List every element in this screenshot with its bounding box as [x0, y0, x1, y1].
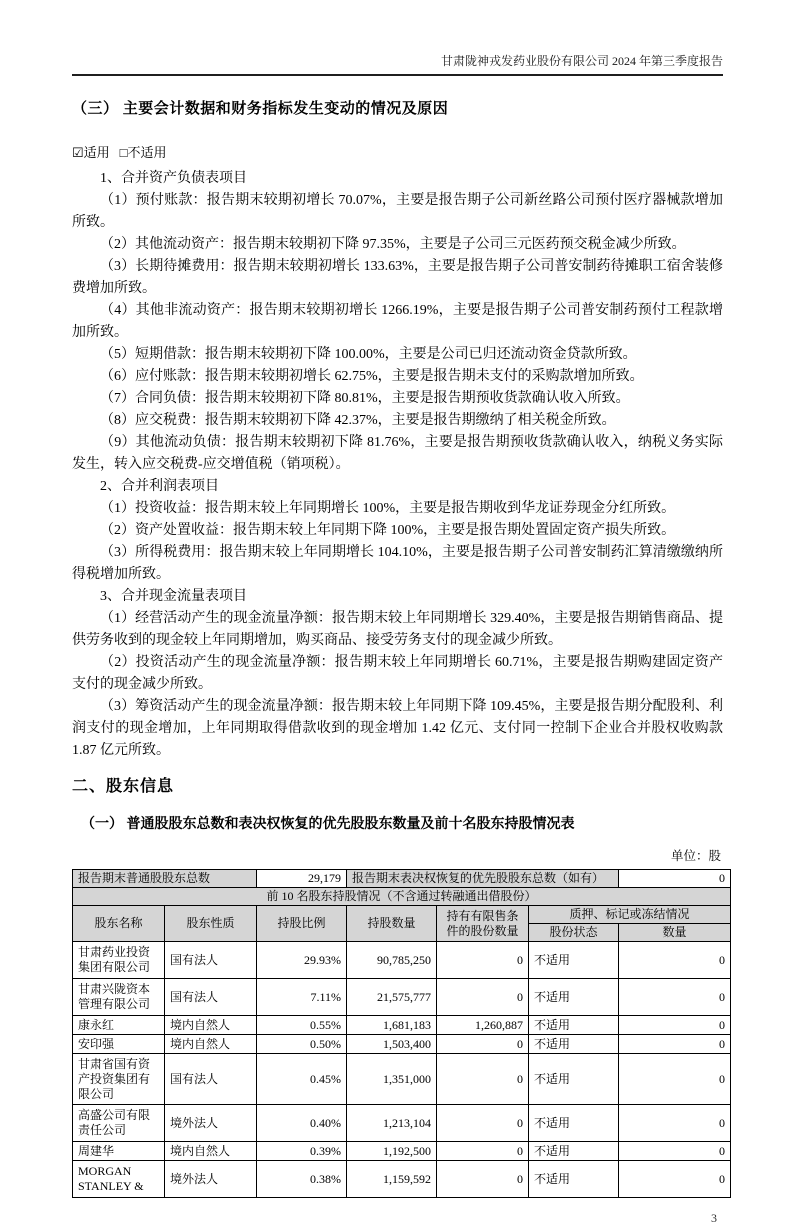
table-row [73, 1054, 731, 1105]
shareholder-name-cell: 甘肃省国有资产投资集团有限公司 [73, 1054, 165, 1105]
subsection-top10-title: （一） 普通股股东总数和表决权恢复的优先股股东数量及前十名股东持股情况表 [81, 817, 575, 832]
col-header-restricted: 持有有限售条件的股份数量 [437, 906, 529, 942]
shareholder-restricted-cell: 0 [437, 1035, 529, 1054]
preferred-shareholder-total-value: 0 [619, 870, 731, 888]
shareholder-nature-cell: 境内自然人 [165, 1142, 257, 1161]
col-header-pledge-qty: 数量 [619, 924, 731, 942]
shareholder-restricted-cell: 0 [437, 942, 529, 979]
page-number: 3 [711, 1211, 717, 1225]
col-header-ratio: 持股比例 [257, 906, 347, 942]
paragraph-income-statement-head: 2、合并利润表项目 [100, 479, 219, 494]
band-row [73, 888, 731, 906]
shareholder-ratio-cell: 0.40% [257, 1105, 347, 1142]
col-header-pledge-status: 股份状态 [529, 924, 619, 942]
shareholder-name-cell: 周建华 [73, 1142, 165, 1161]
section-shareholders-title: 二、股东信息 [72, 778, 175, 795]
common-shareholder-total-label: 报告期末普通股股东总数 [73, 870, 257, 888]
shareholder-ratio-cell: 0.55% [257, 1016, 347, 1035]
shareholder-nature-cell: 境外法人 [165, 1161, 257, 1198]
shareholder-shares-cell: 1,159,592 [347, 1161, 437, 1198]
table-row [73, 1105, 731, 1142]
shareholder-pledge-qty-cell: 0 [619, 1054, 731, 1105]
shareholder-pledge-qty-cell: 0 [619, 979, 731, 1016]
paragraph-investment-income: （1）投资收益：报告期末较上年同期增长 100%，主要是报告期收到华龙证券现金分红所致。 [100, 501, 676, 516]
paragraph-contract-liabilities: （7）合同负债：报告期末较期初下降 80.81%，主要是报告期预收货款确认收入所致。 [100, 391, 630, 406]
shareholder-pledge-qty-cell: 0 [619, 942, 731, 979]
shareholder-restricted-cell: 0 [437, 1054, 529, 1105]
document-header-title: 甘肃陇神戎发药业股份有限公司 2024 年第三季度报告 [440, 54, 723, 68]
shareholder-restricted-cell: 0 [437, 1105, 529, 1142]
shareholder-pledge-status-cell: 不适用 [529, 1035, 619, 1054]
table-row [73, 1161, 731, 1198]
shareholder-ratio-cell: 0.50% [257, 1035, 347, 1054]
shareholder-pledge-qty-cell: 0 [619, 1142, 731, 1161]
shareholder-ratio-cell: 0.38% [257, 1161, 347, 1198]
col-header-pledge-group: 质押、标记或冻结情况 [529, 906, 731, 924]
paragraph-income-tax-expense: （3）所得税费用：报告期末较上年同期增长 104.10%，主要是报告期子公司普安制药汇算清缴缴纳所得税增加所致。 [72, 545, 723, 582]
shareholder-pledge-status-cell: 不适用 [529, 1161, 619, 1198]
paragraph-balance-sheet-head: 1、合并资产负债表项目 [100, 171, 247, 186]
shareholder-ratio-cell: 7.11% [257, 979, 347, 1016]
paragraph-long-term-deferred-expenses: （3）长期待摊费用：报告期末较期初增长 133.63%，主要是报告期子公司普安制药待摊职工宿舍装修费增加所致。 [72, 259, 723, 296]
paragraph-taxes-payable: （8）应交税费：报告期末较期初下降 42.37%，主要是报告期缴纳了相关税金所致。 [100, 413, 616, 428]
paragraph-accounts-payable: （6）应付账款：报告期末较期初增长 62.75%，主要是报告期未支付的采购款增加所致。 [100, 369, 644, 384]
header-row-1 [73, 906, 731, 924]
shareholder-restricted-cell: 0 [437, 1142, 529, 1161]
unit-note: 单位：股 [670, 849, 721, 863]
shareholder-ratio-cell: 0.39% [257, 1142, 347, 1161]
top10-band-title: 前 10 名股东持股情况（不含通过转融通出借股份） [73, 888, 731, 906]
shareholder-pledge-qty-cell: 0 [619, 1161, 731, 1198]
section-change-title: （三） 主要会计数据和财务指标发生变动的情况及原因 [72, 101, 449, 117]
shareholder-pledge-qty-cell: 0 [619, 1035, 731, 1054]
shareholders-table [72, 869, 731, 1198]
shareholder-name-cell: 高盛公司有限责任公司 [73, 1105, 165, 1142]
table-row [73, 1035, 731, 1054]
shareholder-name-cell: MORGAN STANLEY & [73, 1161, 165, 1198]
paragraph-short-term-borrowings: （5）短期借款：报告期末较期初下降 100.00%，主要是公司已归还流动资金贷款所致。 [100, 347, 637, 362]
paragraph-other-current-liabilities: （9）其他流动负债：报告期末较期初下降 81.76%，主要是报告期预收货款确认收入，纳税义务实际发生，转入应交税费-应交增值税（销项税）。 [72, 435, 723, 472]
col-header-name: 股东名称 [73, 906, 165, 942]
applicability-line [72, 142, 723, 161]
paragraph-cash-flow-head: 3、合并现金流量表项目 [100, 589, 247, 604]
shareholder-name-cell: 安印强 [73, 1035, 165, 1054]
shareholder-nature-cell: 国有法人 [165, 942, 257, 979]
paragraph-other-current-assets: （2）其他流动资产：报告期末较期初下降 97.35%，主要是子公司三元医药预交税金减少所致。 [100, 237, 686, 252]
paragraph-prepayments: （1）预付账款：报告期末较期初增长 70.07%，主要是报告期子公司新丝路公司预付医疗器械款增加所致。 [72, 193, 723, 230]
applicable-checked-checkbox: ☑适用 [72, 145, 110, 160]
table-row [73, 942, 731, 979]
paragraph-other-non-current-assets: （4）其他非流动资产：报告期末较期初增长 1266.19%，主要是报告期子公司普安制药预付工程款增加所致。 [72, 303, 723, 340]
shareholder-nature-cell: 境内自然人 [165, 1035, 257, 1054]
table-row [73, 1016, 731, 1035]
table-row [73, 1142, 731, 1161]
col-header-nature: 股东性质 [165, 906, 257, 942]
paragraph-asset-disposal-income: （2）资产处置收益：报告期末较上年同期下降 100%，主要是报告期处置固定资产损失所致。 [100, 523, 676, 538]
shareholder-nature-cell: 境内自然人 [165, 1016, 257, 1035]
shareholder-shares-cell: 1,192,500 [347, 1142, 437, 1161]
shareholder-shares-cell: 1,681,183 [347, 1016, 437, 1035]
shareholder-restricted-cell: 1,260,887 [437, 1016, 529, 1035]
common-shareholder-total-value: 29,179 [257, 870, 347, 888]
shareholder-pledge-status-cell: 不适用 [529, 1054, 619, 1105]
shareholder-pledge-status-cell: 不适用 [529, 1016, 619, 1035]
shareholder-name-cell: 康永红 [73, 1016, 165, 1035]
shareholder-pledge-qty-cell: 0 [619, 1016, 731, 1035]
paragraph-financing-cash-flow: （3）筹资活动产生的现金流量净额：报告期末较上年同期下降 109.45%，主要是报告期分配股利、利润支付的现金增加，上年同期取得借款收到的现金增加 1.42 亿元、支付同一控制下企业合并股权收购款 1.87 亿元所致。 [72, 699, 723, 758]
shareholder-pledge-qty-cell: 0 [619, 1105, 731, 1142]
shareholder-pledge-status-cell: 不适用 [529, 1142, 619, 1161]
not-applicable-checkbox: □不适用 [119, 145, 167, 160]
shareholder-restricted-cell: 0 [437, 979, 529, 1016]
shareholder-pledge-status-cell: 不适用 [529, 942, 619, 979]
shareholder-nature-cell: 境外法人 [165, 1105, 257, 1142]
shareholder-name-cell: 甘肃兴陇资本管理有限公司 [73, 979, 165, 1016]
change-analysis-paragraphs [72, 168, 723, 762]
shareholder-ratio-cell: 29.93% [257, 942, 347, 979]
shareholder-nature-cell: 国有法人 [165, 1054, 257, 1105]
shareholder-shares-cell: 1,503,400 [347, 1035, 437, 1054]
shareholder-name-cell: 甘肃药业投资集团有限公司 [73, 942, 165, 979]
preferred-shareholder-total-label: 报告期末表决权恢复的优先股股东总数（如有） [347, 870, 619, 888]
shareholder-shares-cell: 21,575,777 [347, 979, 437, 1016]
shareholder-shares-cell: 1,351,000 [347, 1054, 437, 1105]
shareholder-shares-cell: 90,785,250 [347, 942, 437, 979]
shareholder-pledge-status-cell: 不适用 [529, 979, 619, 1016]
shareholder-ratio-cell: 0.45% [257, 1054, 347, 1105]
summary-row [73, 870, 731, 888]
col-header-shares: 持股数量 [347, 906, 437, 942]
shareholder-pledge-status-cell: 不适用 [529, 1105, 619, 1142]
shareholder-restricted-cell: 0 [437, 1161, 529, 1198]
shareholder-nature-cell: 国有法人 [165, 979, 257, 1016]
shareholder-shares-cell: 1,213,104 [347, 1105, 437, 1142]
header-divider [72, 74, 723, 76]
paragraph-investing-cash-flow: （2）投资活动产生的现金流量净额：报告期末较上年同期增长 60.71%，主要是报告期购建固定资产支付的现金减少所致。 [72, 655, 723, 692]
table-row [73, 979, 731, 1016]
paragraph-operating-cash-flow: （1）经营活动产生的现金流量净额：报告期末较上年同期增长 329.40%，主要是报告期销售商品、提供劳务收到的现金较上年同期增加，购买商品、接受劳务支付的现金减少所致。 [72, 611, 723, 648]
